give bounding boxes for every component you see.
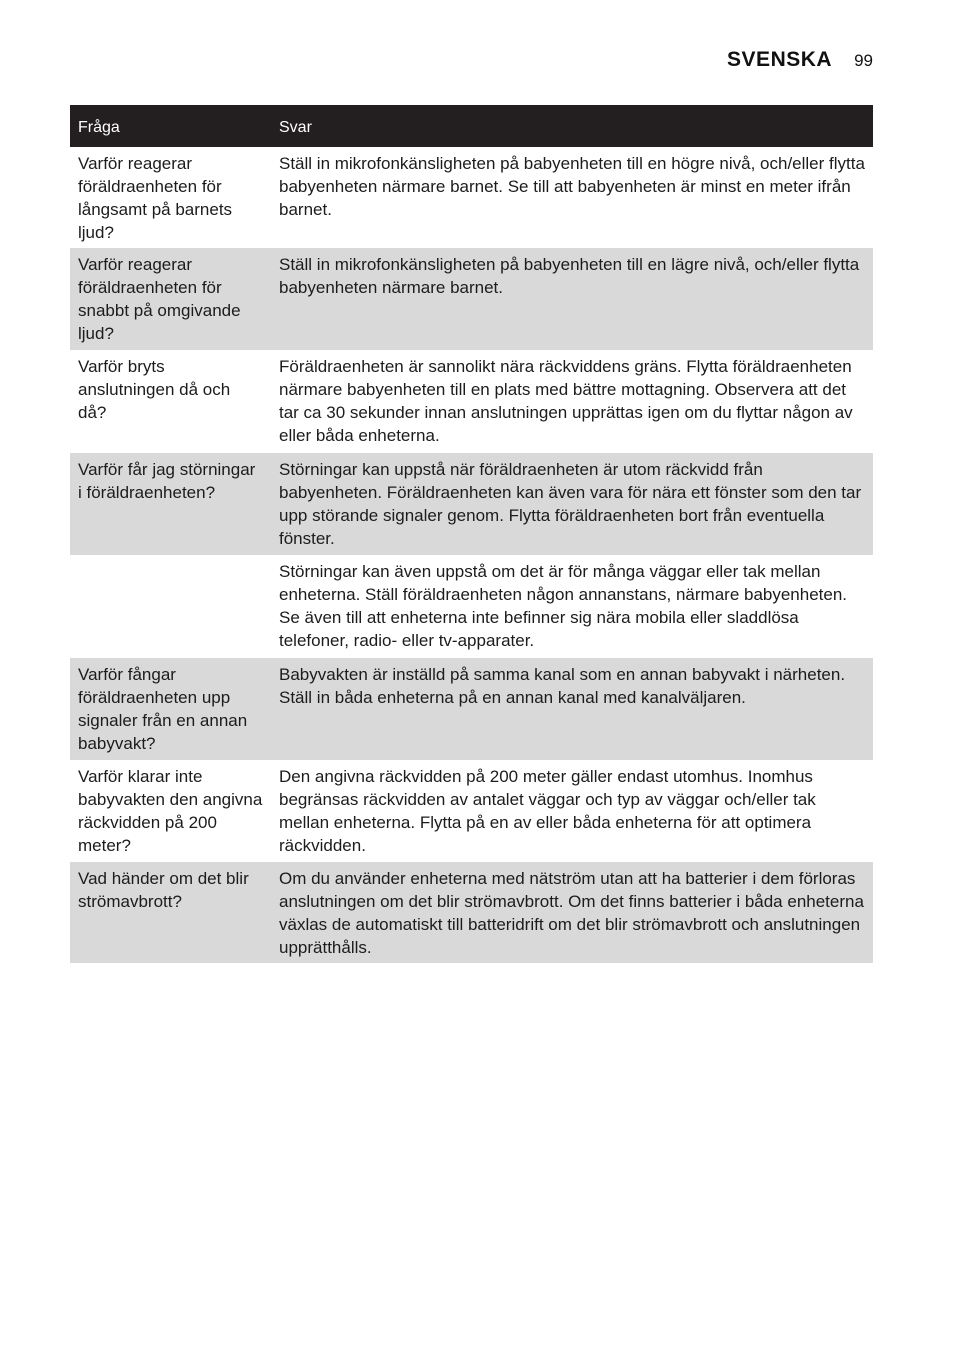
table-row [70, 147, 873, 248]
faq-table-header [70, 105, 873, 147]
answer-cell: Om du använder enheterna med nätström utan att ha batterier i dem förloras anslutningen om det blir strömavbrott. Om det finns batterier i båda enheterna växlas de automatiskt till batteridrift om det blir strömavbrott och anslutningen upprätthålls. [279, 869, 864, 957]
table-row [70, 760, 873, 862]
page-header [727, 48, 873, 72]
question-cell: Varför klarar inte babyvakten den angivna räckvidden på 200 meter? [78, 767, 263, 855]
column-header-answer: Svar [279, 118, 312, 136]
table-row [70, 248, 873, 350]
answer-cell: Störningar kan även uppstå om det är för många väggar eller tak mellan enheterna. Ställ föräldraenheten någon annanstans, närmare babyenheten. Se även till att enheterna inte befinner sig nära mobila eller sladdlösa telefoner, radio- eller tv-apparater. [279, 562, 848, 650]
answer-cell: Ställ in mikrofonkänsligheten på babyenheten till en lägre nivå, och/eller flytta babyenheten närmare barnet. [279, 255, 860, 297]
table-row [70, 453, 873, 555]
question-cell: Varför får jag störningar i föräldraenheten? [78, 460, 256, 502]
question-cell [70, 555, 271, 658]
answer-cell: Babyvakten är inställd på samma kanal som en annan babyvakt i närheten. Ställ in båda enheterna på en annan kanal med kanalväljaren. [279, 665, 846, 707]
table-row [70, 350, 873, 453]
faq-table [70, 105, 873, 963]
question-cell: Vad händer om det blir strömavbrott? [78, 869, 249, 911]
answer-cell: Ställ in mikrofonkänsligheten på babyenheten till en högre nivå, och/eller flytta babyenheten närmare barnet. Se till att babyenheten är minst en meter ifrån barnet. [279, 154, 865, 219]
faq-table-body [70, 147, 873, 963]
column-header-question: Fråga [78, 118, 120, 136]
answer-cell: Störningar kan uppstå när föräldraenheten är utom räckvidd från babyenheten. Föräldraenheten kan även vara för nära ett fönster som den tar upp störande signaler genom. Flytta föräldraenheten bort från eventuella fönster. [279, 460, 862, 548]
question-cell: Varför fångar föräldraenheten upp signaler från en annan babyvakt? [78, 665, 248, 753]
table-row [70, 555, 873, 658]
table-row [70, 658, 873, 760]
answer-cell: Den angivna räckvidden på 200 meter gäller endast utomhus. Inomhus begränsas räckvidden av antalet väggar och typ av väggar och/eller tak mellan enheterna. Flytta på en av eller båda enheterna för att optimera räckvidden. [279, 767, 816, 855]
question-cell: Varför reagerar föräldraenheten för snabbt på omgivande ljud? [78, 255, 241, 343]
table-row [70, 862, 873, 963]
page-number: 99 [854, 51, 873, 70]
answer-cell: Föräldraenheten är sannolikt nära räckviddens gräns. Flytta föräldraenheten närmare babyenheten till en plats med bättre mottagning. Observera att det tar ca 30 sekunder innan anslutningen upprättas igen om du flyttar någon av eller båda enheterna. [279, 357, 853, 445]
question-cell: Varför bryts anslutningen då och då? [78, 357, 231, 422]
language-label: SVENSKA [727, 48, 833, 71]
question-cell: Varför reagerar föräldraenheten för långsamt på barnets ljud? [78, 154, 233, 242]
